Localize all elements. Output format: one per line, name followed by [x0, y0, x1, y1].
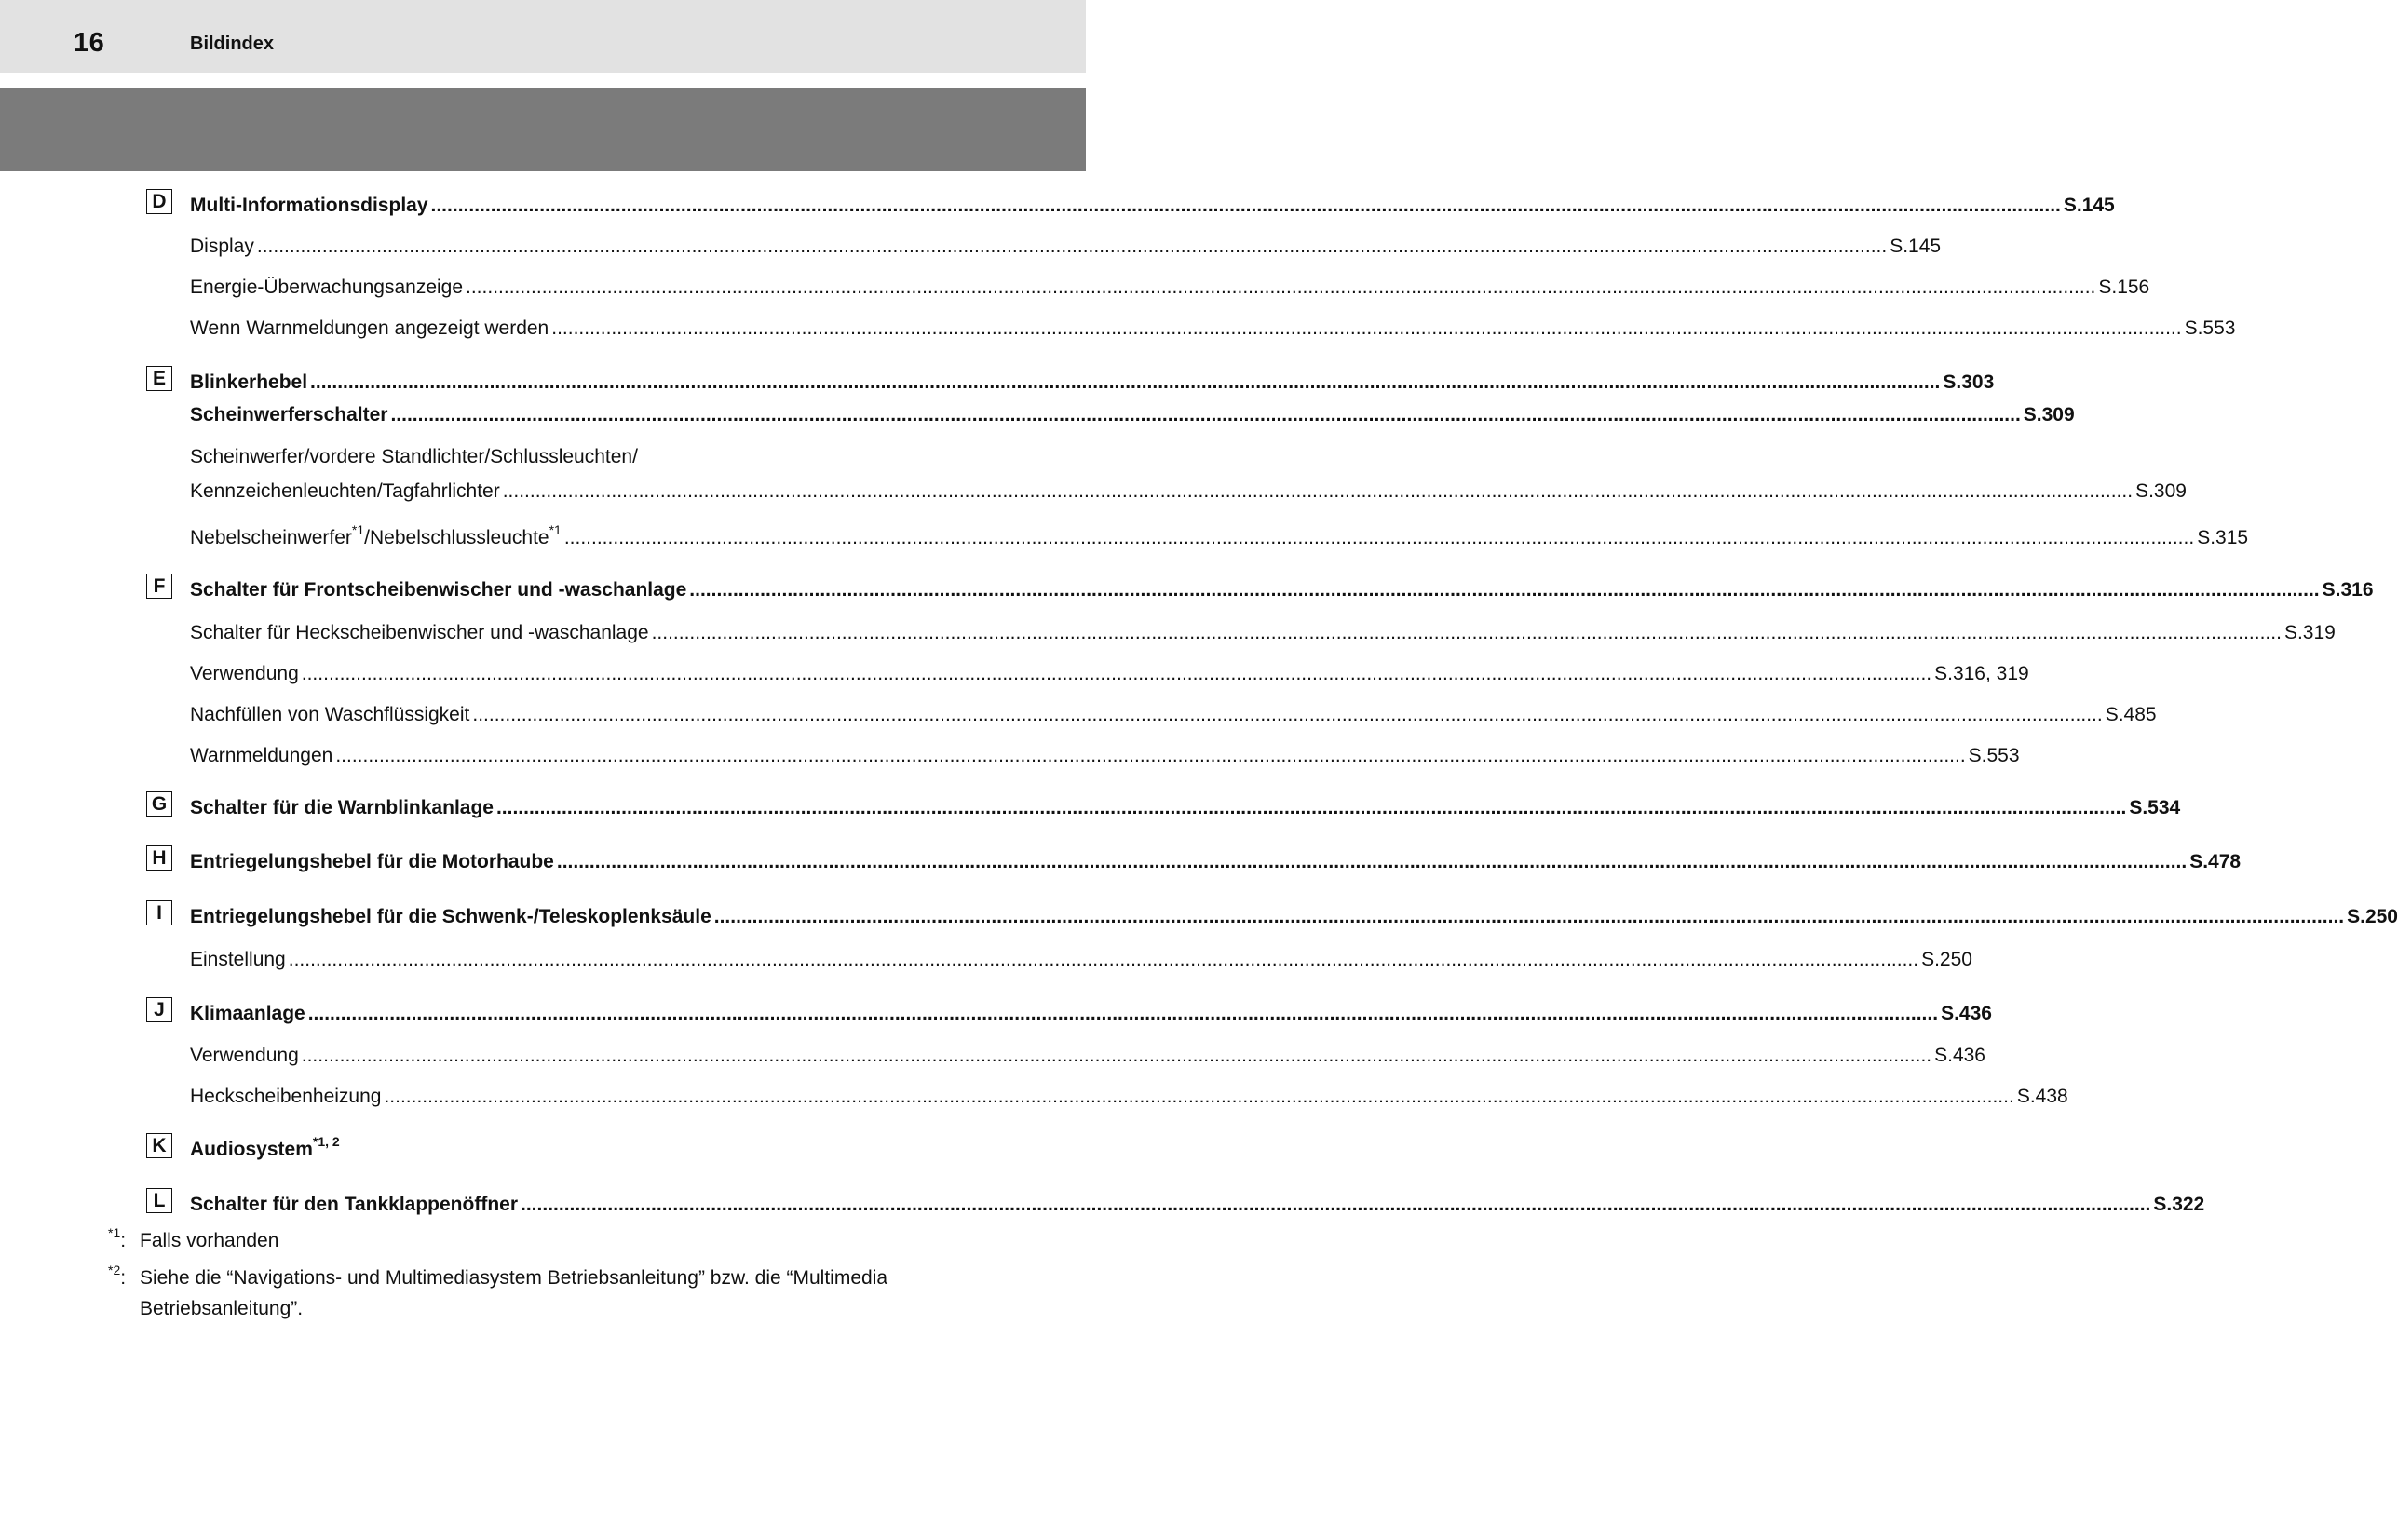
page-ref-link[interactable]: S.250 — [1921, 949, 1972, 970]
leader-dots: ............................................................................................................................................................................................................................................................................................................ — [651, 622, 2282, 643]
page-ref-link[interactable]: S.553 — [2184, 317, 2236, 339]
leader-dots: ............................................................................................................................................................................................................................................................................................................ — [310, 371, 1941, 393]
index-entry[interactable] — [190, 698, 2157, 726]
page-ref-link[interactable]: S.309 — [2135, 480, 2187, 502]
page-ref-link[interactable]: S.478 — [2189, 851, 2242, 872]
entry-label: Nachfüllen von Waschflüssigkeit — [190, 704, 470, 725]
leader-dots: ............................................................................................................................................................................................................................................................................................................ — [556, 851, 2188, 872]
page-ref-link[interactable]: S.309 — [2023, 404, 2075, 426]
entry-label — [190, 522, 562, 549]
footnote-mark — [108, 1225, 126, 1256]
header-band — [0, 0, 1086, 73]
index-entry[interactable] — [190, 574, 2374, 601]
page-ref-link[interactable]: S.485 — [2105, 704, 2157, 725]
entry-label — [190, 1134, 340, 1161]
entry-label: Wenn Warnmeldungen angezeigt werden — [190, 317, 549, 339]
index-entry[interactable] — [190, 943, 1972, 971]
entry-label: Multi-Informationsdisplay — [190, 195, 428, 216]
leader-dots: ............................................................................................................................................................................................................................................................................................................ — [502, 480, 2134, 502]
footnote-2 — [108, 1263, 937, 1324]
entry-label-line: Scheinwerfer/vordere Standlichter/Schlussleuchten/ — [190, 446, 638, 467]
letter-box-f: F — [146, 574, 172, 599]
letter-box-l: L — [146, 1188, 172, 1213]
leader-dots: ............................................................................................................................................................................................................................................................................................................ — [301, 1045, 1932, 1066]
letter-box-g: G — [146, 791, 172, 817]
page-ref-link[interactable]: S.316, 319 — [1934, 663, 2029, 684]
leader-dots: ............................................................................................................................................................................................................................................................................................................ — [390, 404, 2021, 426]
leader-dots: ............................................................................................................................................................................................................................................................................................................ — [472, 704, 2103, 725]
entry-label-part: Nebelscheinwerfer — [190, 527, 352, 548]
letter-box-e: E — [146, 366, 172, 391]
index-entry — [190, 1133, 930, 1161]
leader-dots: ............................................................................................................................................................................................................................................................................................................ — [256, 236, 1888, 257]
letter-box-d: D — [146, 189, 172, 214]
entry-label: Klimaanlage — [190, 1003, 305, 1024]
page-ref-link[interactable]: S.145 — [1890, 236, 1942, 257]
leader-dots: ............................................................................................................................................................................................................................................................................................................ — [307, 1003, 1939, 1024]
page-ref-link[interactable]: S.553 — [1968, 745, 2020, 766]
leader-dots: ............................................................................................................................................................................................................................................................................................................ — [521, 1194, 2151, 1215]
footnote-mark-number: *1 — [108, 1225, 121, 1240]
index-entry[interactable] — [190, 366, 1995, 394]
entry-label: Entriegelungshebel für die Schwenk-/Teleskoplenksäule — [190, 906, 711, 927]
entry-label: Einstellung — [190, 949, 286, 970]
letter-box-j: J — [146, 997, 172, 1022]
footnote-mark-number: *2 — [108, 1263, 121, 1277]
footnote-text: Falls vorhanden — [140, 1230, 279, 1251]
entry-label: Schalter für den Tankklappenöffner — [190, 1194, 519, 1215]
entry-label: Verwendung — [190, 663, 299, 684]
page-ref-link[interactable]: S.436 — [1934, 1045, 1985, 1066]
footnote-ref: *1 — [351, 522, 365, 537]
leader-dots: ............................................................................................................................................................................................................................................................................................................ — [335, 745, 1966, 766]
entry-label-part: /Nebelschlussleuchte — [364, 527, 549, 548]
page-ref-link[interactable]: S.250 — [2347, 906, 2398, 927]
page-number: 16 — [74, 28, 105, 58]
entry-label: Warnmeldungen — [190, 745, 333, 766]
entry-label: Heckscheibenheizung — [190, 1086, 382, 1107]
letter-box-h: H — [146, 845, 172, 871]
leader-dots: ............................................................................................................................................................................................................................................................................................................ — [713, 906, 2345, 927]
index-entry[interactable] — [190, 399, 2075, 426]
entry-label: Energie-Überwachungsanzeige — [190, 277, 464, 298]
index-entry[interactable] — [190, 657, 2029, 685]
page-ref-link[interactable]: S.436 — [1941, 1003, 1992, 1024]
index-entry[interactable] — [190, 739, 2020, 767]
footnote-text: Siehe die “Navigations- und Multimediasystem Betriebsanleitung” bzw. die “Multimedia Betriebsanleitung”. — [140, 1267, 888, 1319]
leader-dots: ............................................................................................................................................................................................................................................................................................................ — [466, 277, 2096, 298]
index-entry[interactable] — [190, 900, 2398, 928]
entry-label: Verwendung — [190, 1045, 299, 1066]
letter-box-i: I — [146, 900, 172, 925]
leader-dots: ............................................................................................................................................................................................................................................................................................................ — [495, 797, 2127, 818]
entry-label: Schalter für Frontscheibenwischer und -waschanlage — [190, 579, 687, 601]
leader-dots: ............................................................................................................................................................................................................................................................................................................ — [551, 317, 2182, 339]
footnote-mark-suffix: : — [120, 1230, 127, 1251]
page-ref-link[interactable]: S.315 — [2197, 527, 2249, 548]
index-entry[interactable] — [190, 1188, 2205, 1216]
index-entry[interactable] — [190, 312, 2236, 340]
index-entry[interactable] — [190, 475, 2187, 503]
section-banner — [0, 88, 1086, 171]
page-ref-link[interactable]: S.316 — [2322, 579, 2374, 601]
leader-dots: ............................................................................................................................................................................................................................................................................................................ — [563, 527, 2195, 548]
index-entry[interactable] — [190, 1039, 1985, 1067]
leader-dots: ............................................................................................................................................................................................................................................................................................................ — [301, 663, 1932, 684]
index-entry[interactable] — [190, 1080, 2068, 1108]
page-ref-link[interactable]: S.156 — [2098, 277, 2150, 298]
index-entry[interactable] — [190, 230, 1942, 258]
index-entry[interactable] — [190, 616, 2336, 644]
section-title: Bildindex — [190, 34, 275, 54]
page-ref-link[interactable]: S.145 — [2063, 195, 2115, 216]
leader-dots: ............................................................................................................................................................................................................................................................................................................ — [430, 195, 2061, 216]
footnote-1 — [108, 1225, 937, 1256]
index-entry[interactable] — [190, 271, 2150, 299]
page-ref-link[interactable]: S.303 — [1943, 371, 1995, 393]
entry-label: Kennzeichenleuchten/Tagfahrlichter — [190, 480, 500, 502]
entry-label: Display — [190, 236, 254, 257]
index-entry[interactable] — [190, 791, 2181, 819]
entry-label: Scheinwerferschalter — [190, 404, 388, 426]
leader-dots: ............................................................................................................................................................................................................................................................................................................ — [288, 949, 1919, 970]
index-entry[interactable] — [190, 189, 2115, 217]
leader-dots: ............................................................................................................................................................................................................................................................................................................ — [384, 1086, 2014, 1107]
footnote-ref: *1 — [549, 522, 562, 537]
entry-label: Entriegelungshebel für die Motorhaube — [190, 851, 554, 872]
page-ref-link[interactable]: S.534 — [2129, 797, 2181, 818]
index-entry[interactable] — [190, 997, 1992, 1025]
footnote-ref: *1, 2 — [312, 1134, 340, 1149]
entry-label: Schalter für die Warnblinkanlage — [190, 797, 494, 818]
footnote-mark — [108, 1263, 126, 1293]
entry-label: Blinkerhebel — [190, 371, 308, 393]
entry-label-part: Audiosystem — [190, 1139, 313, 1160]
index-entry[interactable] — [190, 845, 2242, 873]
leader-dots: ............................................................................................................................................................................................................................................................................................................ — [689, 579, 2320, 601]
footnote-mark-suffix: : — [120, 1267, 127, 1289]
entry-label: Schalter für Heckscheibenwischer und -waschanlage — [190, 622, 649, 643]
page-ref-link[interactable]: S.438 — [2016, 1086, 2068, 1107]
page-ref-link[interactable]: S.319 — [2283, 622, 2336, 643]
page-ref-link[interactable]: S.322 — [2153, 1194, 2205, 1215]
letter-box-k: K — [146, 1133, 172, 1158]
index-entry[interactable] — [190, 521, 2249, 549]
